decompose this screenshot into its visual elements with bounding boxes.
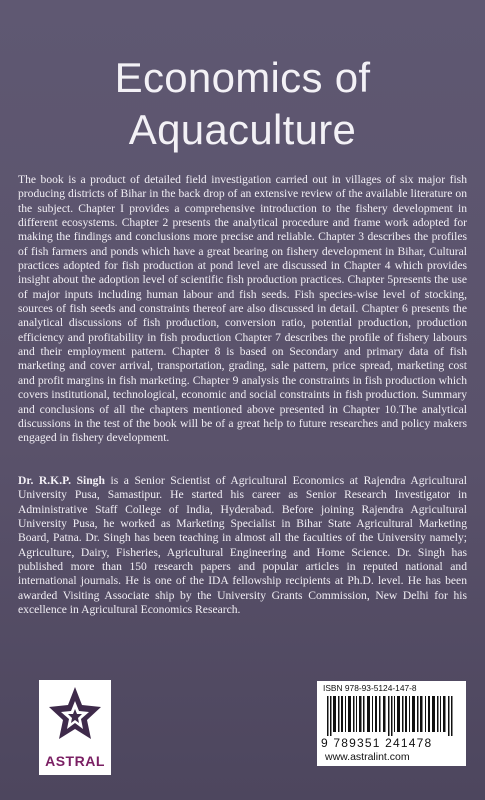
author-bio xyxy=(18,474,467,617)
author-name: Dr. R.K.P. Singh xyxy=(18,474,105,487)
book-description: The book is a product of detailed field investigation carried out in villages of six major fish producing districts of Bihar in the back drop of an extensive review of the available literature on the subject. Chapter I provides a comprehensive introduction to the fishery development in different ecosystems. Chapter 2 presents the analytical procedure and frame work adopted for making the findings and conclusions more precise and reliable. Chapter 3 describes the profiles of fish farmers and ponds which have a great bearing on fishery development in Bihar, Cultural practices adopted for fish production at pond level are discussed in Chapter 4 which provides insight about the adoption level of scientific fish production practices. Chapter 5presents the use of major inputs including human labour and fish seeds. Fish species-wise level of stocking, sources of fish seeds and constraints thereof are also discussed in detail. Chapter 6 presents the analytical discussions of fish production, conversion ratio, potential production, production efficiency and profitability in fish production Chapter 7 describes the profile of fishery labours and their employment pattern. Chapter 8 is based on Secondary and primary data of fish marketing and cover arrival, transportation, grading, sale pattern, price spread, marketing cost and profit margins in fish marketing. Chapter 9 analysis the constraints in fish production which covers institutional, technological, economic and social constraints in fish production. Summary and conclusions of all the chapters mentioned above presented in Chapter 10.The analytical discussions in the test of the book will be of a great help to future researches and policy makers engaged in fishery development. xyxy=(18,173,467,445)
isbn-label: ISBN 978-93-5124-147-8 xyxy=(323,683,417,693)
barcode-bars xyxy=(327,696,457,736)
book-title-line-2: Aquaculture xyxy=(128,106,357,153)
star-logo-icon xyxy=(43,683,107,749)
publisher-logo xyxy=(39,680,111,775)
barcode-number: 9 789351 241478 xyxy=(321,736,433,750)
publisher-name: ASTRAL xyxy=(45,753,105,769)
author-bio-text: is a Senior Scientist of Agricultural Economics at Rajendra Agricultural University Pusa, Samastipur. He started his career as Senior Research Investigator in Administrative Staff College of India, Hyderabad. Before joining Rajendra Agricultural University Pusa, he worked as Marketing Specialist in Bihar State Agricultural Marketing Board, Patna. Dr. Singh has been teaching in almost all the faculties of the University namely; Agriculture, Dairy, Fisheries, Agricultural Engineering and Home Science. Dr. Singh has published more than 150 research papers and popular articles in reputed national and international journals. He is one of the IDA fellowship recipients at Ph.D. level. He has been awarded Visiting Associate ship by the University Grants Commission, New Delhi for his excellence in Agricultural Economics Research. xyxy=(18,474,467,617)
barcode xyxy=(317,681,466,766)
publisher-url: www.astralint.com xyxy=(325,751,410,763)
book-title-line-1: Economics of xyxy=(114,54,371,101)
